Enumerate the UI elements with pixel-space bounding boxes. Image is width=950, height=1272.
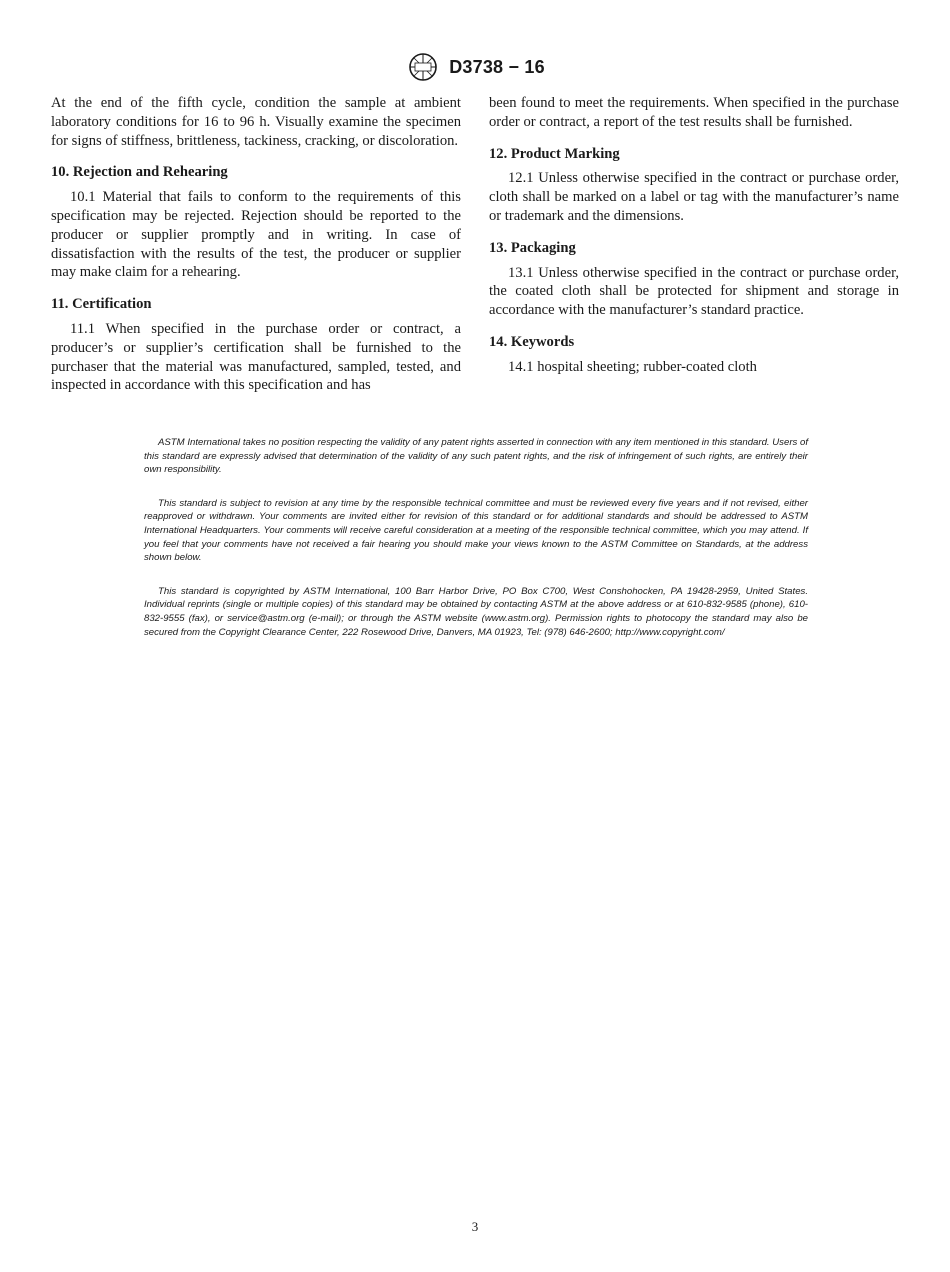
section-12-1-text: 12.1 Unless otherwise specified in the contract or purchase order, cloth shall be marked on a label or tag with the manufacturer’s name or trademark and the dimensions. bbox=[489, 170, 899, 224]
continued-paragraph: At the end of the fifth cycle, condition the sample at ambient laboratory conditions for 16 to 96 h. Visually examine the specimen for signs of stiffness, brittleness, tackiness, cracking, or discoloration. bbox=[51, 95, 461, 149]
patent-notice: ASTM International takes no position respecting the validity of any patent rights asserted in connection with any item mentioned in this standard. Users of this standard are expressly advised that determination of the validity of any such patent rights, and the risk of infringement of such rights, are entirely their own responsibility. bbox=[144, 437, 808, 476]
section-10-heading: 10. Rejection and Rehearing bbox=[51, 164, 228, 181]
astm-logo-icon bbox=[405, 52, 441, 82]
section-11-heading: 11. Certification bbox=[51, 296, 152, 313]
section-14-1-text: 14.1 hospital sheeting; rubber-coated cloth bbox=[508, 358, 757, 375]
section-13-1-text: 13.1 Unless otherwise specified in the contract or purchase order, the coated cloth shall be protected for shipment and storage in accordance with the manufacturer’s standard practice. bbox=[489, 264, 899, 319]
section-14-heading: 14. Keywords bbox=[489, 333, 575, 350]
page-header bbox=[0, 52, 950, 82]
copyright-notice: This standard is copyrighted by ASTM International, 100 Barr Harbor Drive, PO Box C700, West Conshohocken, PA 19428-2959, United States. Individual reprints (single or multiple copies) of this standard may be obtained by contacting ASTM at the above address or at 610-832-9585 (phone), 610-832-9555 (fax), or service@astm.org (e-mail); or through the ASTM website (www.astm.org). Permission rights to photocopy the standard may also be secured from the Copyright Clearance Center, 222 Rosewood Drive, Danvers, MA 01923, Tel: (978) 646-2600; http://www.copyright.com/ bbox=[144, 585, 808, 638]
section-13-heading: 13. Packaging bbox=[489, 239, 576, 256]
section-10-1-text: 10.1 Material that fails to conform to the requirements of this specification may be rejected. Rejection should be reported to the producer or supplier promptly and in writing. In case of dissatisfaction with the results of the test, the producer or supplier may make claim for a rehearing. bbox=[51, 189, 461, 281]
section-12-heading: 12. Product Marking bbox=[489, 145, 620, 162]
right-column bbox=[489, 94, 899, 377]
revision-notice: This standard is subject to revision at any time by the responsible technical committee and must be reviewed every five years and if not revised, either reapproved or withdrawn. Your comments are invited either for revision of this standard or for additional standards and should be addressed to ASTM International Headquarters. Your comments will receive careful consideration at a meeting of the responsible technical committee, which you may attend. If you feel that your comments have not received a fair hearing you should make your views known to the ASTM Committee on Standards, at the address shown below. bbox=[144, 497, 808, 564]
continued-paragraph: been found to meet the requirements. When specified in the purchase order or contract, a report of the test results shall be furnished. bbox=[489, 95, 899, 130]
standard-designation: D3738 − 16 bbox=[449, 56, 545, 77]
left-column bbox=[51, 94, 461, 395]
page-number: 3 bbox=[471, 1219, 479, 1234]
legal-notices bbox=[144, 436, 808, 659]
section-11-1-text: 11.1 When specified in the purchase order or contract, a producer’s or supplier’s certification shall be furnished to the purchaser that the material was manufactured, sampled, tested, and inspected in accordance with this specification and has bbox=[51, 320, 461, 394]
